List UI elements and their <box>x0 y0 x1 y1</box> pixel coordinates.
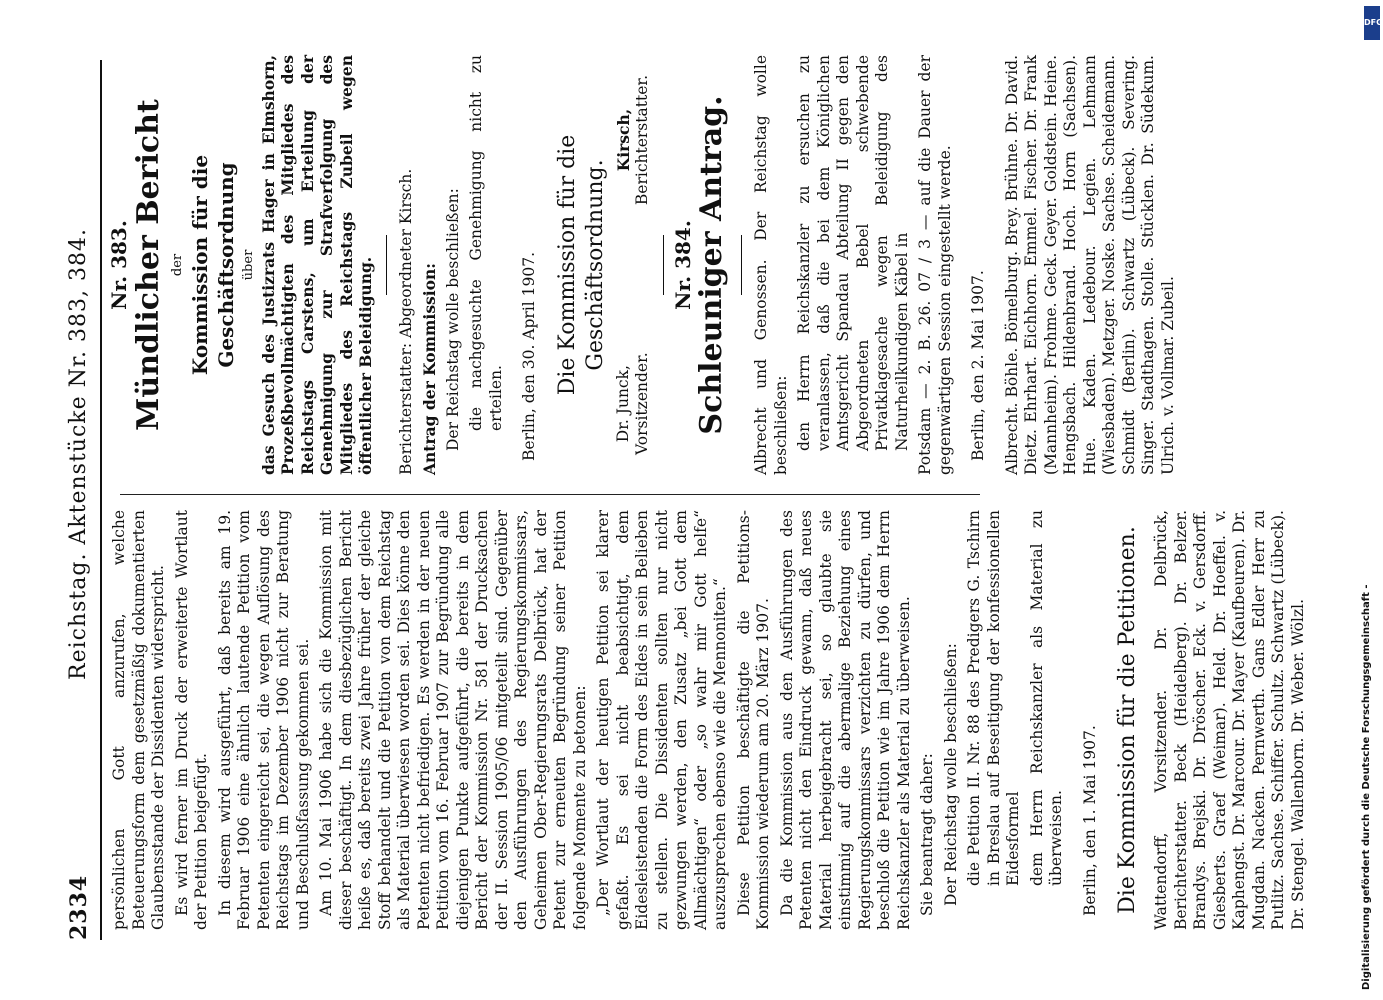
signer-name: Kirsch, <box>613 108 633 172</box>
quote-paragraph: „Der Wortlaut der heutigen Petition sei klarer gefaßt. Es sei nicht beabsichtigt, dem Eidesleistenden die Form des Eides in sein Belieben zu stellen. Die Dissidenten sollten nur nicht gezwungen werden, den Zusatz „bei Gott dem Allmächtigen“ oder „so wahr mir Gott helfe“ auszusprechen ebenso wie die Mennoniten.“ <box>594 510 729 930</box>
signer-list: Albrecht. Böhle. Bömelburg. Brey. Brühne. Dr. David. Dietz. Ehrhart. Eichhorn. Emmel. Fischer. Dr. Frank (Mannheim). Frohme. Geck. Geyer. Goldstein. Heine. Hengsbach. Hildenbrand. Hoch. Horn (Sachsen). Hue. Kaden. Ledebour. Legien. Lehmann (Wiesbaden). Metzger. Noske. Sachse. Scheidemann. Schmidt (Berlin). Schwartz (Lübeck). Severing. Singer. Stadthagen. Stolle. Stücklen. Dr. Südekum. Ulrich. v. Vollmar. Zubeil. <box>1002 55 1177 475</box>
commission-title: Die Kommission für die Petitionen. <box>1115 526 1140 914</box>
motion-heading: Antrag der Kommission: <box>420 263 439 475</box>
document-number: Nr. 383. <box>107 220 131 310</box>
document-number: Nr. 384. <box>670 220 695 310</box>
paragraph: Es wird ferner im Druck der erweiterte Wortlaut der Petition beigefügt. <box>172 510 210 930</box>
short-rule <box>741 235 742 295</box>
motion-line: Der Reichstag wolle beschließen: <box>941 643 960 906</box>
left-column <box>110 510 1312 930</box>
signature-right <box>614 75 653 205</box>
dfg-logo: DFG <box>1364 6 1380 40</box>
motion-intro: Albrecht und Genossen. Der Reichstag wolle beschließen: <box>752 55 790 475</box>
short-rule <box>386 235 387 295</box>
paragraph: Da die Kommission aus den Ausführungen des Petenten nicht den Eindruck gewann, daß neues Material herbeigebracht sei, so glaubte sie einstimmig auf die abermalige Beziehung eines Regierungskommissars verzichten zu dürfen, und beschloß die Petition wie im Jahre 1906 dem Herrn Reichskanzler als Material zu überweisen. <box>777 510 913 930</box>
connector-word: der <box>169 253 185 277</box>
date-line: Berlin, den 30. April 1907. <box>520 251 538 461</box>
right-column <box>107 55 1182 475</box>
date-line: Berlin, den 2. Mai 1907. <box>969 270 987 461</box>
motion-text: Potsdam — 2. B. 26. 07 / 3 — auf die Dauer der gegenwärtigen Session eingestellt werde. <box>916 55 954 475</box>
document-title: Schleuniger Antrag. <box>694 95 729 435</box>
short-rule <box>663 235 664 295</box>
subject-paragraph: das Gesuch des Justizrats Hager in Elmshorn, Prozeßbevollmächtigten des Mitgliedes des Reichstags Carstens, um Erteilung der Genehmigung zur Strafverfolgung des Mitgliedes des Reichstags Zubeil wegen öffentlicher Beleidigung. <box>258 55 375 475</box>
connector-word: über <box>241 249 256 281</box>
commission-title: Die Kommission für die Geschäftsordnung. <box>554 134 608 396</box>
motion-line: die nachgesuchte Genehmigung nicht zu erteilen. <box>467 55 505 431</box>
signer-name: Dr. Junck, <box>613 365 632 443</box>
signer-role: Berichterstatter. <box>633 75 651 206</box>
digitization-text: Digitalisierung gefördert durch die Deutsche Forschungsgemeinschaft - <box>1361 584 1372 990</box>
running-title: Reichstag. Aktenstücke Nr. 383, 384. <box>66 228 91 680</box>
motion-line: Der Reichstag wolle beschließen: <box>443 188 462 451</box>
signature-left <box>614 352 653 455</box>
column-divider <box>120 494 980 495</box>
digitization-notice <box>1359 0 1383 1000</box>
date-line: Berlin, den 1. Mai 1907. <box>1080 725 1099 916</box>
paragraph: Diese Petition beschäftigte die Petitions-Kommission wiederum am 20. März 1907. <box>734 510 772 930</box>
page-header <box>60 60 102 940</box>
commission-heading: Kommission für die Geschäftsordnung <box>188 154 238 376</box>
motion-line: dem Herrn Reichskanzler als Material zu überweisen. <box>1027 510 1065 886</box>
signature-block <box>614 75 653 455</box>
signer-role: Vorsitzender. <box>633 352 651 455</box>
paragraph: In diesem wird ausgeführt, daß bereits am 19. Februar 1906 eine ähnlich lautende Petition vom Petenten eingereicht sei, die wegen Auflösung des Reichstags im Dezember 1906 nicht zur Beratung und Beschlußfassung gekommen sei. <box>215 510 312 930</box>
motion-text: den Herrn Reichskanzler zu ersuchen zu veranlassen, daß die bei dem Königlichen Amtsgericht Spandau Abteilung II gegen den Abgeordneten Bebel schwebende Privatklagesache wegen Beleidigung des Naturheilkundigen Käbel in <box>795 55 911 451</box>
motion-line: die Petition II. Nr. 88 des Predigers G. Tschirn in Breslau auf Beseitigung der konfessionellen Eidesformel <box>965 510 1022 886</box>
paragraph: Sie beantragt daher: <box>918 753 936 916</box>
rapporteur-line: Berichterstatter: Abgeordneter Kirsch. <box>396 168 415 475</box>
document-title: Mündlicher Bericht <box>130 99 166 431</box>
page-number: 2334 <box>66 874 92 940</box>
paragraph: Am 10. Mai 1906 habe sich die Kommission mit dieser beschäftigt. In dem diesbezüglichen Bericht heiße es, daß bereits zwei Jahre früher der gleiche Stoff behandelt und die Petition von dem Reichstag als Material überwiesen worden sei. Dies könne den Petenten nicht befriedigen. Es werden in der neuen Petition vom 16. Februar 1907 zur Begründung alle diejenigen Punkte aufgeführt, die bereits in dem Bericht der Kommission Nr. 581 der Drucksachen der II. Session 1905/06 mitgeteilt sind. Gegenüber den Ausführungen des Regierungskommissars, Geheimen Ober-Regierungsrats Delbrück, hat der Petent zur erneuten Begründung seiner Petition folgende Momente zu betonen: <box>317 510 589 930</box>
member-list: Wattendorff, Vorsitzender. Dr. Delbrück, Berichterstatter. Beck (Heidelberg). Dr. Belzer. Brandys. Brejski. Dr. Dröscher. Eck. v. Gersdorff. Giesberts. Graef (Weimar). Held. Dr. Hoeffel. v. Kaphengst. Dr. Marcour. Dr. Mayer (Kaufbeuren). Dr. Mugdan. Nacken. Pernwerth. Gans Edler Herr zu Putlitz. Sachse. Schiffer. Schultz. Schwartz (Lübeck). Dr. Stengel. Wallenborn. Dr. Weber. Wölzl. <box>1152 510 1307 930</box>
paragraph: persönlichen Gott anzurufen, welche Beteuerungsform dem gesetzmäßig dokumentierten Glaubensstande der Dissidenten widerspricht. <box>110 510 167 930</box>
